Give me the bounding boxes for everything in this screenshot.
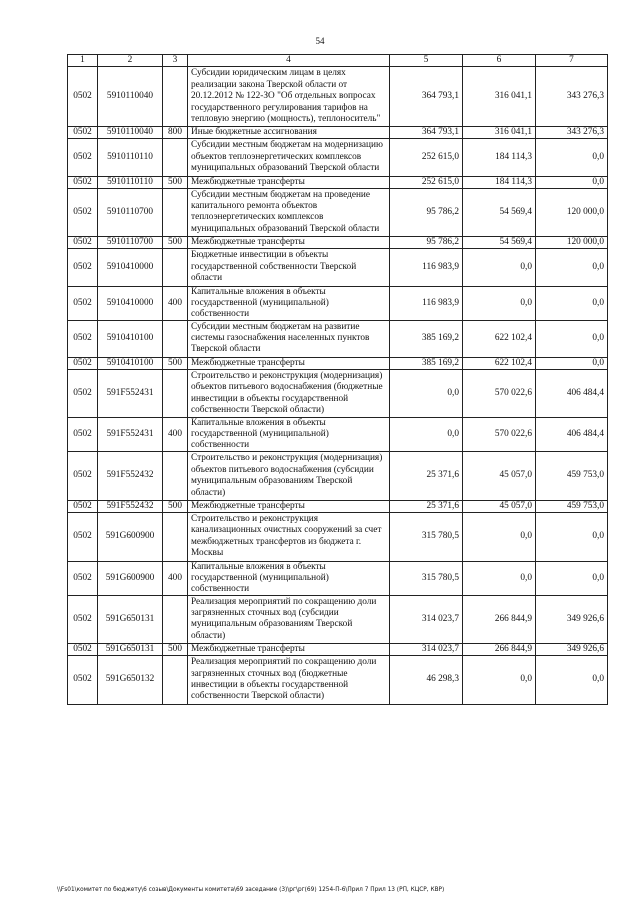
amount-year-1: 0,0 — [390, 369, 463, 418]
section-code: 0502 — [68, 176, 98, 188]
table-row — [68, 249, 608, 286]
table-row — [68, 418, 608, 452]
section-code: 0502 — [68, 286, 98, 320]
article-code: 5910410000 — [98, 249, 163, 286]
section-code: 0502 — [68, 418, 98, 452]
amount-year-2: 45 057,0 — [463, 452, 536, 501]
article-code: 591F552432 — [98, 500, 163, 512]
amount-year-3: 0,0 — [536, 286, 608, 320]
section-code: 0502 — [68, 561, 98, 595]
expense-type-code — [163, 595, 188, 644]
footer-file-path: \\Fs01\комитет по бюджету\6 созыв\Документы комитета\69 заседание (3)\рг\рг(69) 1254-П-6\Прил 7 Прил 13 (РП, КЦСР, КВР) — [57, 887, 445, 893]
amount-year-2: 316 041,1 — [463, 127, 536, 139]
expense-type-code: 500 — [163, 500, 188, 512]
article-code: 5910110110 — [98, 176, 163, 188]
item-name: Капитальные вложения в объекты государственной (муниципальной) собственности — [188, 561, 390, 595]
amount-year-1: 95 786,2 — [390, 188, 463, 237]
amount-year-3: 0,0 — [536, 139, 608, 176]
amount-year-3: 459 753,0 — [536, 452, 608, 501]
article-code: 591G600900 — [98, 561, 163, 595]
item-name: Строительство и реконструкция (модернизация) объектов питьевого водоснабжения (субсидии муниципальным образованиям Тверской области) — [188, 452, 390, 501]
amount-year-3: 343 276,3 — [536, 127, 608, 139]
item-name: Реализация мероприятий по сокращению доли загрязненных сточных вод (субсидии муниципальным образованиям Тверской области) — [188, 595, 390, 644]
header-cell: 1 — [68, 55, 98, 67]
expense-type-code — [163, 67, 188, 127]
item-name: Иные бюджетные ассигнования — [188, 127, 390, 139]
table-row — [68, 237, 608, 249]
article-code: 591G650131 — [98, 595, 163, 644]
table-row — [68, 452, 608, 501]
table-row — [68, 500, 608, 512]
amount-year-1: 315 780,5 — [390, 512, 463, 561]
budget-table — [67, 54, 608, 705]
section-code: 0502 — [68, 237, 98, 249]
expense-type-code: 400 — [163, 418, 188, 452]
article-code: 5910110040 — [98, 67, 163, 127]
expense-type-code — [163, 656, 188, 705]
expense-type-code — [163, 452, 188, 501]
amount-year-3: 343 276,3 — [536, 67, 608, 127]
amount-year-2: 0,0 — [463, 561, 536, 595]
header-cell: 5 — [390, 55, 463, 67]
amount-year-3: 349 926,6 — [536, 595, 608, 644]
amount-year-1: 116 983,9 — [390, 249, 463, 286]
item-name: Капитальные вложения в объекты государственной (муниципальной) собственности — [188, 418, 390, 452]
header-cell: 2 — [98, 55, 163, 67]
amount-year-2: 570 022,6 — [463, 369, 536, 418]
item-name: Межбюджетные трансферты — [188, 176, 390, 188]
item-name: Строительство и реконструкция канализационных очистных сооружений за счет межбюджетных трансфертов из бюджета г. Москвы — [188, 512, 390, 561]
amount-year-2: 0,0 — [463, 249, 536, 286]
amount-year-1: 314 023,7 — [390, 595, 463, 644]
amount-year-2: 0,0 — [463, 656, 536, 705]
amount-year-2: 184 114,3 — [463, 176, 536, 188]
header-cell: 4 — [188, 55, 390, 67]
amount-year-1: 25 371,6 — [390, 500, 463, 512]
article-code: 5910110110 — [98, 139, 163, 176]
item-name: Межбюджетные трансферты — [188, 500, 390, 512]
expense-type-code: 800 — [163, 127, 188, 139]
article-code: 591G650131 — [98, 644, 163, 656]
amount-year-3: 459 753,0 — [536, 500, 608, 512]
amount-year-2: 622 102,4 — [463, 357, 536, 369]
section-code: 0502 — [68, 595, 98, 644]
article-code: 591F552431 — [98, 418, 163, 452]
table-header-row — [68, 55, 608, 67]
expense-type-code — [163, 249, 188, 286]
table-row — [68, 188, 608, 237]
expense-type-code: 500 — [163, 357, 188, 369]
table-row — [68, 139, 608, 176]
article-code: 5910110700 — [98, 188, 163, 237]
item-name: Межбюджетные трансферты — [188, 357, 390, 369]
table-row — [68, 656, 608, 705]
expense-type-code: 400 — [163, 561, 188, 595]
item-name: Капитальные вложения в объекты государственной (муниципальной) собственности — [188, 286, 390, 320]
expense-type-code — [163, 188, 188, 237]
amount-year-2: 570 022,6 — [463, 418, 536, 452]
amount-year-1: 0,0 — [390, 418, 463, 452]
table-row — [68, 67, 608, 127]
amount-year-3: 0,0 — [536, 176, 608, 188]
amount-year-1: 315 780,5 — [390, 561, 463, 595]
amount-year-3: 0,0 — [536, 656, 608, 705]
table-row — [68, 357, 608, 369]
amount-year-1: 314 023,7 — [390, 644, 463, 656]
article-code: 5910410100 — [98, 357, 163, 369]
table-row — [68, 286, 608, 320]
amount-year-1: 252 615,0 — [390, 176, 463, 188]
amount-year-2: 0,0 — [463, 286, 536, 320]
amount-year-1: 95 786,2 — [390, 237, 463, 249]
item-name: Межбюджетные трансферты — [188, 644, 390, 656]
table-row — [68, 369, 608, 418]
table-row — [68, 644, 608, 656]
header-cell: 7 — [536, 55, 608, 67]
expense-type-code — [163, 369, 188, 418]
amount-year-3: 120 000,0 — [536, 237, 608, 249]
item-name: Межбюджетные трансферты — [188, 237, 390, 249]
article-code: 5910110700 — [98, 237, 163, 249]
amount-year-1: 364 793,1 — [390, 67, 463, 127]
amount-year-1: 25 371,6 — [390, 452, 463, 501]
amount-year-2: 266 844,9 — [463, 595, 536, 644]
amount-year-3: 0,0 — [536, 320, 608, 357]
section-code: 0502 — [68, 452, 98, 501]
expense-type-code: 400 — [163, 286, 188, 320]
section-code: 0502 — [68, 369, 98, 418]
table-row — [68, 561, 608, 595]
expense-type-code: 500 — [163, 237, 188, 249]
header-cell: 6 — [463, 55, 536, 67]
table-row — [68, 512, 608, 561]
amount-year-2: 622 102,4 — [463, 320, 536, 357]
article-code: 591F552432 — [98, 452, 163, 501]
amount-year-1: 252 615,0 — [390, 139, 463, 176]
section-code: 0502 — [68, 320, 98, 357]
section-code: 0502 — [68, 249, 98, 286]
section-code: 0502 — [68, 139, 98, 176]
item-name: Субсидии местным бюджетам на развитие системы газоснабжения населенных пунктов Тверской области — [188, 320, 390, 357]
amount-year-2: 184 114,3 — [463, 139, 536, 176]
amount-year-2: 45 057,0 — [463, 500, 536, 512]
section-code: 0502 — [68, 500, 98, 512]
article-code: 591G600900 — [98, 512, 163, 561]
section-code: 0502 — [68, 357, 98, 369]
article-code: 5910410100 — [98, 320, 163, 357]
amount-year-3: 406 484,4 — [536, 369, 608, 418]
amount-year-2: 54 569,4 — [463, 188, 536, 237]
amount-year-3: 349 926,6 — [536, 644, 608, 656]
expense-type-code: 500 — [163, 176, 188, 188]
item-name: Субсидии юридическим лицам в целях реализации закона Тверской области от 20.12.2012 № 122-ЗО "Об отдельных вопросах государственного регулирования тарифов на тепловую энергию (мощность), теплоноситель" — [188, 67, 390, 127]
amount-year-3: 0,0 — [536, 512, 608, 561]
amount-year-1: 116 983,9 — [390, 286, 463, 320]
amount-year-3: 0,0 — [536, 357, 608, 369]
amount-year-3: 120 000,0 — [536, 188, 608, 237]
amount-year-2: 266 844,9 — [463, 644, 536, 656]
table-row — [68, 127, 608, 139]
table-row — [68, 176, 608, 188]
amount-year-2: 316 041,1 — [463, 67, 536, 127]
item-name: Реализация мероприятий по сокращению доли загрязненных сточных вод (бюджетные инвестиции в объекты государственной собственности Тверской области) — [188, 656, 390, 705]
expense-type-code: 500 — [163, 644, 188, 656]
section-code: 0502 — [68, 127, 98, 139]
amount-year-3: 0,0 — [536, 561, 608, 595]
section-code: 0502 — [68, 644, 98, 656]
amount-year-1: 364 793,1 — [390, 127, 463, 139]
expense-type-code — [163, 139, 188, 176]
item-name: Бюджетные инвестиции в объекты государственной собственности Тверской области — [188, 249, 390, 286]
header-cell: 3 — [163, 55, 188, 67]
amount-year-1: 385 169,2 — [390, 320, 463, 357]
article-code: 5910110040 — [98, 127, 163, 139]
section-code: 0502 — [68, 512, 98, 561]
expense-type-code — [163, 320, 188, 357]
amount-year-3: 0,0 — [536, 249, 608, 286]
amount-year-3: 406 484,4 — [536, 418, 608, 452]
article-code: 591F552431 — [98, 369, 163, 418]
amount-year-1: 385 169,2 — [390, 357, 463, 369]
amount-year-1: 46 298,3 — [390, 656, 463, 705]
article-code: 591G650132 — [98, 656, 163, 705]
amount-year-2: 0,0 — [463, 512, 536, 561]
table-row — [68, 320, 608, 357]
table-row — [68, 595, 608, 644]
item-name: Субсидии местным бюджетам на проведение капитального ремонта объектов теплоэнергетических комплексов муниципальных образований Тверской области — [188, 188, 390, 237]
item-name: Субсидии местным бюджетам на модернизацию объектов теплоэнергетических комплексов муниципальных образований Тверской области — [188, 139, 390, 176]
page-number: 54 — [315, 36, 325, 46]
article-code: 5910410000 — [98, 286, 163, 320]
section-code: 0502 — [68, 67, 98, 127]
section-code: 0502 — [68, 188, 98, 237]
amount-year-2: 54 569,4 — [463, 237, 536, 249]
item-name: Строительство и реконструкция (модернизация) объектов питьевого водоснабжения (бюджетные инвестиции в объекты государственной собственности Тверской области) — [188, 369, 390, 418]
expense-type-code — [163, 512, 188, 561]
section-code: 0502 — [68, 656, 98, 705]
